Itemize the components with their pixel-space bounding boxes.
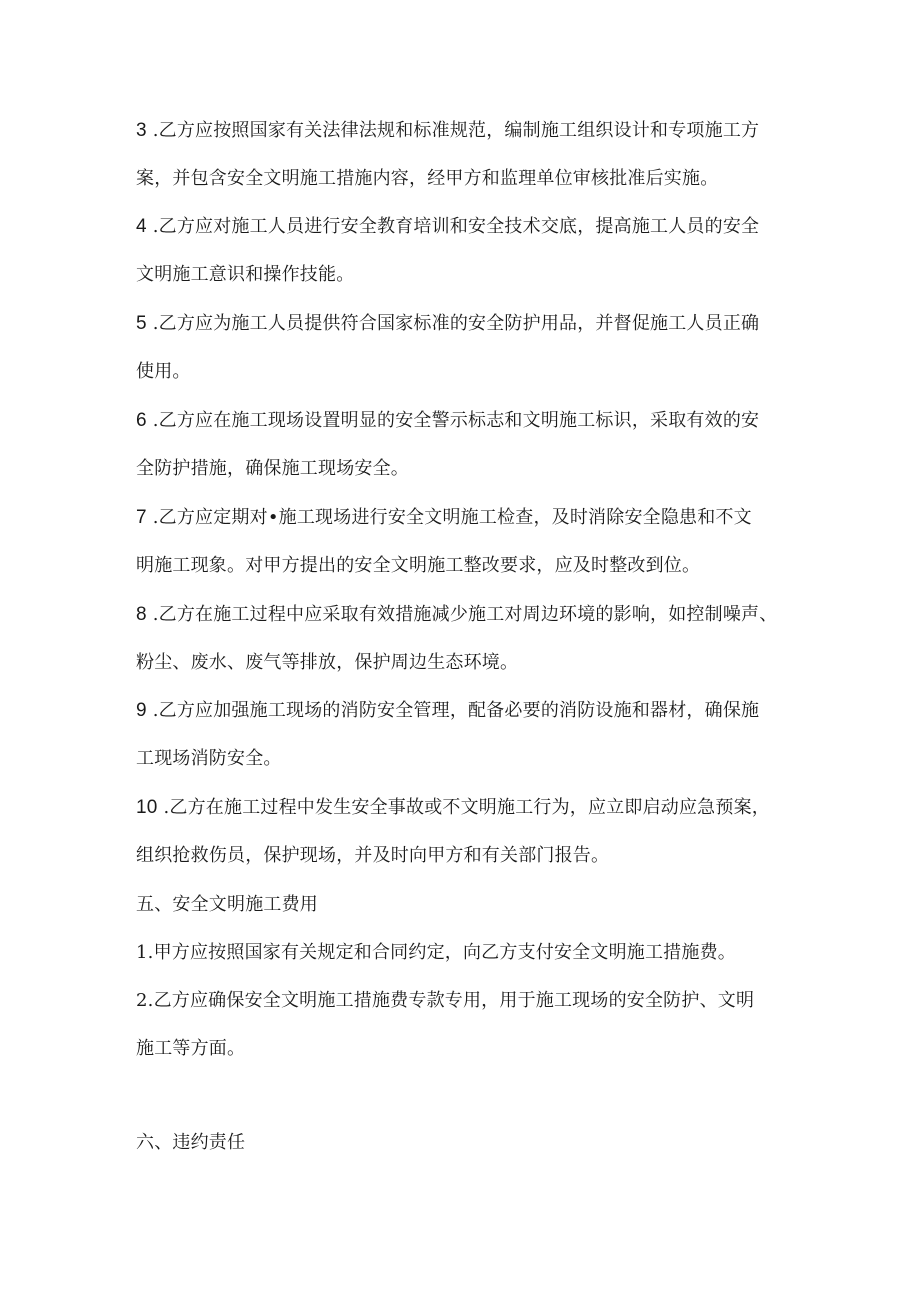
item-3-line-1: 3 .乙方应按照国家有关法律法规和标准规范，编制施工组织设计和专项施工方 bbox=[136, 120, 760, 141]
item-7-line-2: 明施工现象。对甲方提出的安全文明施工整改要求，应及时整改到位。 bbox=[136, 555, 701, 576]
section-5-heading: 五、安全文明施工费用 bbox=[136, 894, 318, 915]
item-9-line-2: 工现场消防安全。 bbox=[136, 748, 282, 769]
item-5-line-2: 使用。 bbox=[136, 361, 191, 382]
item-number: 6 bbox=[136, 410, 147, 431]
item-8-line-1: 8 .乙方在施工过程中应采取有效措施减少施工对周边环境的影响，如控制噪声、 bbox=[136, 604, 778, 625]
item-number: 4 bbox=[136, 216, 147, 237]
item-number: 7 bbox=[136, 507, 147, 528]
item-5-line-1: 5 .乙方应为施工人员提供符合国家标准的安全防护用品，并督促施工人员正确 bbox=[136, 313, 760, 334]
item-number: 10 bbox=[136, 797, 158, 818]
item-7-line-1: 7 .乙方应定期对•施工现场进行安全文明施工检查，及时消除安全隐患和不文 bbox=[136, 507, 752, 528]
item-number: 8 bbox=[136, 604, 147, 625]
item-number: 5 bbox=[136, 313, 147, 334]
item-8-line-2: 粉尘、废水、废气等排放，保护周边生态环境。 bbox=[136, 652, 519, 673]
item-4-line-1: 4 .乙方应对施工人员进行安全教育培训和安全技术交底，提高施工人员的安全 bbox=[136, 216, 760, 237]
item-3-line-2: 案，并包含安全文明施工措施内容，经甲方和监理单位审核批准后实施。 bbox=[136, 168, 719, 189]
item-6-line-2: 全防护措施，确保施工现场安全。 bbox=[136, 458, 409, 479]
item-4-line-2: 文明施工意识和操作技能。 bbox=[136, 264, 355, 285]
section-5-item-2-line-1: 2.乙方应确保安全文明施工措施费专款专用，用于施工现场的安全防护、文明 bbox=[136, 990, 755, 1011]
section-5-item-1: 1.甲方应按照国家有关规定和合同约定，向乙方支付安全文明施工措施费。 bbox=[136, 942, 736, 963]
item-number: 3 bbox=[136, 120, 147, 141]
item-10-line-2: 组织抢救伤员，保护现场，并及时向甲方和有关部门报告。 bbox=[136, 845, 610, 866]
item-number: 9 bbox=[136, 700, 147, 721]
item-9-line-1: 9 .乙方应加强施工现场的消防安全管理，配备必要的消防设施和器材，确保施 bbox=[136, 700, 760, 721]
section-6-heading: 六、违约责任 bbox=[136, 1132, 246, 1153]
item-10-line-1: 10 .乙方在施工过程中发生安全事故或不文明施工行为，应立即启动应急预案， bbox=[136, 797, 770, 818]
item-6-line-1: 6 .乙方应在施工现场设置明显的安全警示标志和文明施工标识，采取有效的安 bbox=[136, 410, 760, 431]
section-5-item-2-line-2: 施工等方面。 bbox=[136, 1038, 246, 1059]
